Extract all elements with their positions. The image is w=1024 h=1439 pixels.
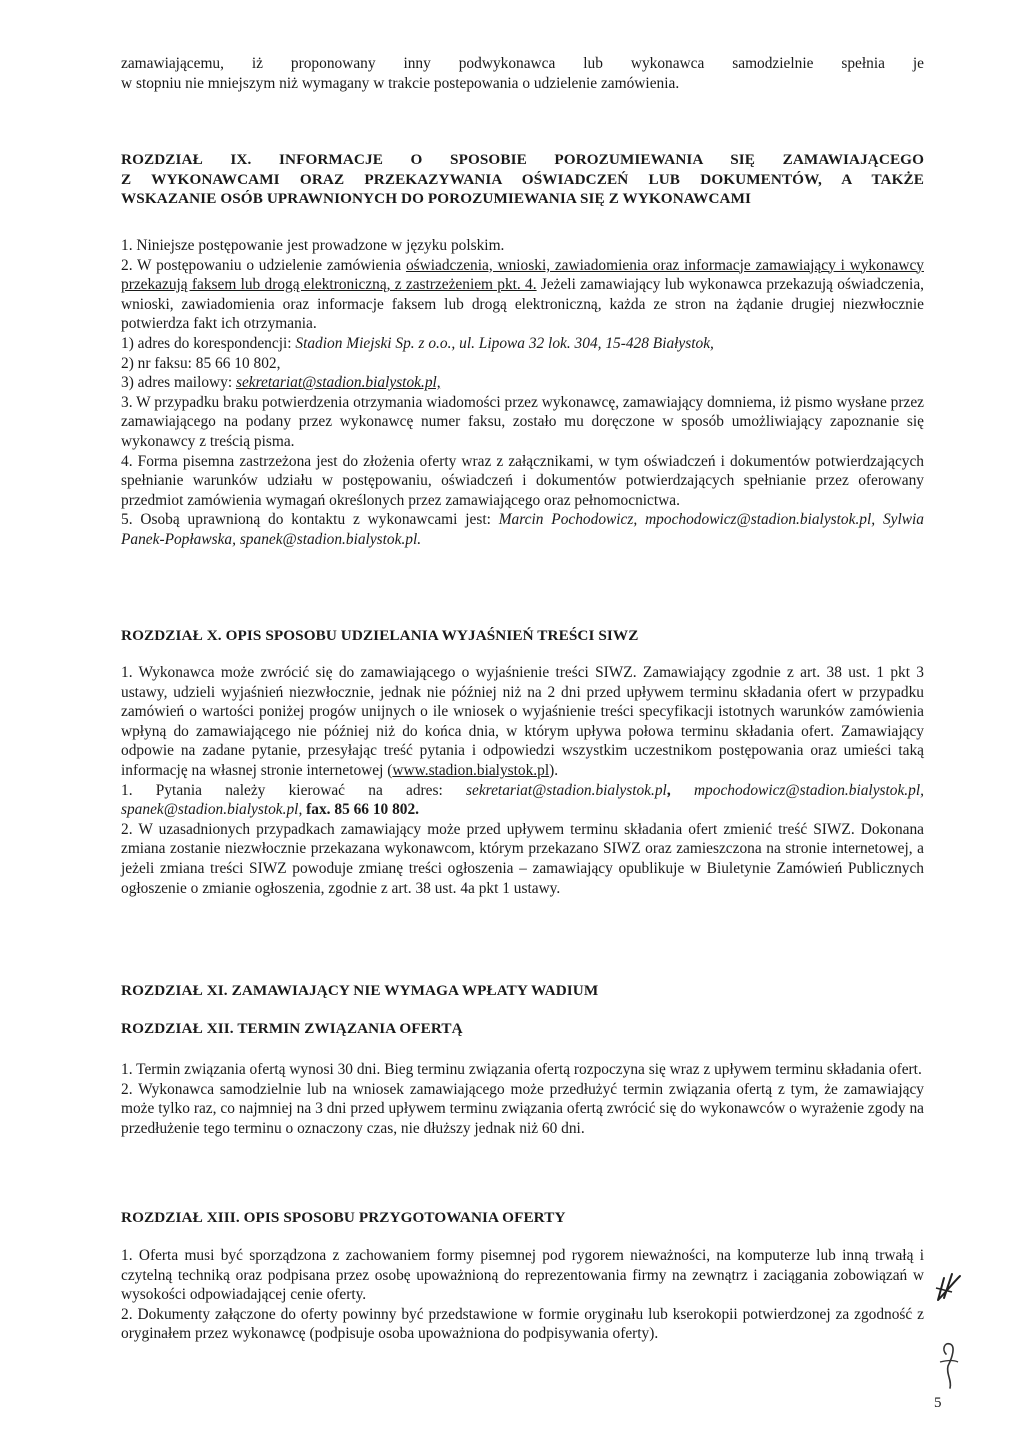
chapter-10-item-1-end: ). (549, 761, 559, 779)
page-number: 5 (934, 1395, 942, 1411)
chapter-9-title-line-3: WSKAZANIE OSÓB UPRAWNIONYCH DO POROZUMIEWANIA SIĘ Z WYKONAWCAMI (121, 190, 752, 208)
chapter-9-title-line-2: Z WYKONAWCAMI ORAZ PRZEKAZYWANIA OŚWIADCZEŃ LUB DOKUMENTÓW, A TAKŻE (121, 170, 924, 188)
chapter-9-item-4: 4. Forma pisemna zastrzeżona jest do złożenia oferty wraz z załącznikami, w tym oświadczeń i dokumentów potwierdzających spełnianie warunków udziału w postępowaniu, oświadczeń i dokumentów potwierdzających spełnianie przez oferowany przedmiot zamówienia wymagań określonych przez zamawiającego oraz pełnomocnictwa. (121, 452, 924, 509)
intro-line-1: zamawiającemu, iż proponowany inny podwykonawca lub wykonawca samodzielnie spełnia je (121, 55, 924, 72)
chapter-9-item-2-underlined: oświadczenia, wnioski, zawiadomienia oraz informacje zamawiający i wykonawcy przekazują faksem lub drogą elektroniczną, z zastrzeżeniem pkt. 4. (121, 256, 924, 294)
chapter-12-title: ROZDZIAŁ XII. TERMIN ZWIĄZANIA OFERTĄ (121, 1020, 463, 1037)
sub-3-label: 3) adres mailowy: (121, 374, 236, 392)
chapter-9-item-2-text: 2. W postępowaniu o udzielenie zamówienia (121, 256, 406, 274)
intro-line-2: w stopniu nie mniejszym niż wymagany w trakcie postepowania o udzielenie zamówienia. (121, 74, 680, 92)
chapter-10-item-1-text: 1. Wykonawca może zwrócić się do zamawiającego o wyjaśnienie treści SIWZ. Zamawiający zgodnie z art. 38 ust. 1 pkt 3 ustawy, udzieli wyjaśnień niezwłocznie, jednak nie później niż na 2 dni przed upływem terminu składania ofert w przypadku zamówień o wartości poniżej progów unijnych o ile wniosek o wyjaśnienie treści specyfikacji istotnych warunków zamówienia wpłyną do zamawiającego nie później niż do końca dnia, w którym upływa połowa terminu składania ofert. Zamawiający odpowie na zadane pytanie, przesyłając treść pytania i odpowiedzi wszystkim uczestnikom postępowania oraz umieści taką informację na własnej stronie internetowej ( (121, 664, 924, 779)
intro-paragraph (121, 54, 924, 93)
email-sekretariat: sekretariat@stadion.bialystok.pl (466, 781, 667, 799)
chapter-9-sub-1 (121, 334, 924, 354)
chapter-9-sub-2: 2) nr faksu: 85 66 10 802, (121, 354, 281, 372)
comma-separator: , (666, 781, 694, 799)
email-list: mpochodowicz@stadion.bialystok.pl, spanek@stadion.bialystok.pl, (121, 781, 924, 819)
chapter-10-item-2-text: 1. Pytania należy kierować na adres: (121, 781, 467, 799)
chapter-9-item-5 (121, 510, 924, 549)
chapter-13-heading (121, 1208, 924, 1228)
chapter-10-item-3: 2. W uzasadnionych przypadkach zamawiający może przed upływem terminu składania ofert zmienić treść SIWZ. Dokonana zmiana zostanie niezwłocznie przekazana wykonawcom, którym przekazano SIWZ oraz zamieszczona na stronie internetowej, a jeżeli zmiana treści SIWZ powoduje zmianę treści ogłoszenia – zamawiający opublikuje w Biuletynie Zamówień Publicznych ogłoszenie o zmianie ogłoszenia, zgodnie z art. 38 ust. 4a pkt 1 ustawy. (121, 820, 924, 897)
chapter-13-body (121, 1246, 924, 1344)
chapter-10-body (121, 663, 924, 898)
chapter-12-body (121, 1060, 924, 1138)
sub-3-email-link[interactable]: sekretariat@stadion.bialystok.pl, (235, 374, 441, 392)
chapter-9-title-line-1: ROZDZIAŁ IX. INFORMACJE O SPOSOBIE POROZUMIEWANIA SIĘ ZAMAWIAJĄCEGO (121, 151, 924, 168)
chapter-10-item-2 (121, 781, 924, 820)
sub-1-address: Stadion Miejski Sp. z o.o., ul. Lipowa 32 lok. 304, 15-428 Białystok, (295, 334, 714, 352)
chapter-11-title: ROZDZIAŁ XI. ZAMAWIAJĄCY NIE WYMAGA WPŁATY WADIUM (121, 982, 599, 999)
chapter-9-heading (121, 150, 924, 209)
website-link[interactable]: www.stadion.bialystok.pl (392, 761, 550, 779)
chapter-9-item-1: 1. Niniejsze postępowanie jest prowadzone w języku polskim. (121, 237, 505, 254)
item-5-contacts: Marcin Pochodowicz, mpochodowicz@stadion.bialystok.pl, Sylwia Panek-Popławska, spanek@stadion.bialystok.pl. (121, 511, 924, 548)
chapter-9-item-3: 3. W przypadku braku potwierdzenia otrzymania wiadomości przez wykonawcę, zamawiający domniema, iż pismo wysłane przez zamawiającego na podany przez wykonawcę numer faksu, zostało mu doręczone w sposób umożliwiający zapoznanie się wykonawcy z treścią pisma. (121, 393, 924, 450)
chapter-13-item-1: 1. Oferta musi być sporządzona z zachowaniem formy pisemnej pod rygorem nieważności, na komputerze lub inną trwałą i czytelną techniką oraz podpisana przez osobę upoważnioną do reprezentowania firmy na zewnątrz i zaciągania zobowiązań w wysokości odpowiadającej cenie oferty. (121, 1247, 924, 1304)
chapter-12-item-2: 2. Wykonawca samodzielnie lub na wniosek zamawiającego może przedłużyć termin związania ofertą z tym, że zamawiający może tylko raz, co najmniej na 3 dni przed upływem terminu związania ofertą zwrócić się do wykonawców o wyrażenie zgody na przedłużenie tego terminu o oznaczony czas, nie dłuższy jednak niż 60 dni. (121, 1080, 924, 1137)
chapter-9-body (121, 236, 924, 550)
chapter-10-heading (121, 626, 924, 646)
chapter-12-heading (121, 1019, 924, 1039)
chapter-10-title: ROZDZIAŁ X. OPIS SPOSOBU UDZIELANIA WYJAŚNIEŃ TREŚCI SIWZ (121, 627, 639, 644)
fax-number: fax. 85 66 10 802. (302, 801, 420, 819)
chapter-9-sub-3 (121, 373, 924, 393)
sub-1-label: 1) adres do korespondencji: (121, 334, 296, 352)
chapter-10-item-1 (121, 663, 924, 781)
chapter-13-title: ROZDZIAŁ XIII. OPIS SPOSOBU PRZYGOTOWANIA OFERTY (121, 1209, 566, 1226)
chapter-12-item-1: 1. Termin związania ofertą wynosi 30 dni. Bieg terminu związania ofertą rozpoczyna się wraz z upływem terminu składania ofert. (121, 1061, 922, 1078)
chapter-13-item-2: 2. Dokumenty załączone do oferty powinny być przedstawione w formie oryginału lub kserokopii potwierdzonej za zgodność z oryginałem przez wykonawcę (podpisuje osoba upoważniona do podpisywania oferty). (121, 1305, 924, 1343)
chapter-9-item-2 (121, 256, 924, 334)
item-5-text: 5. Osobą uprawnioną do kontaktu z wykonawcami jest: (121, 511, 499, 529)
chapter-11-heading (121, 981, 924, 1001)
chapter-9-item-2-rest: Jeżeli zamawiający lub wykonawca przekazują oświadczenia, wnioski, zawiadomienia oraz informacje faksem lub drogą elektroniczną, każda ze stron na żądanie drugiej niezwłocznie potwierdza fakt ich otrzymania. (121, 276, 924, 333)
